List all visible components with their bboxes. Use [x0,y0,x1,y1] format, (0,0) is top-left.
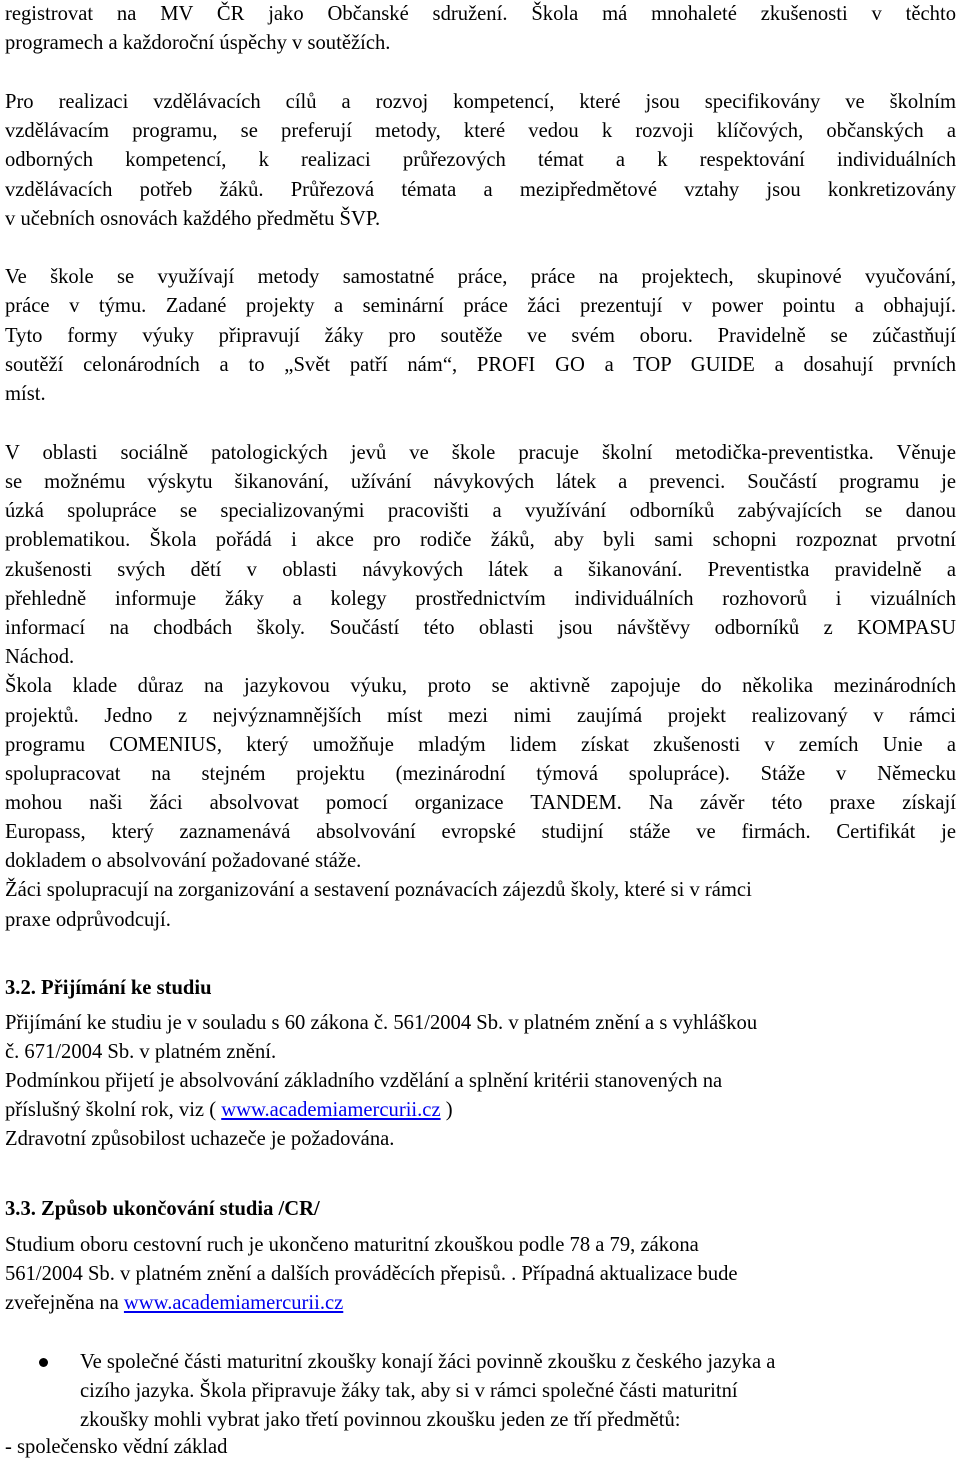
paragraph-line: spolupracovat na stejném projektu (mezinárodní týmová spolupráce). Stáže v Německu [5,763,956,785]
paragraph-line: Žáci spolupracují na zorganizování a sestavení poznávacích zájezdů školy, které si v rámci [5,879,752,901]
list-item-line: cizího jazyka. Škola připravuje žáky tak, aby si v rámci společné části maturitní [80,1380,738,1402]
paragraph-line: programech a každoroční úspěchy v soutěžích. [5,32,391,54]
paragraph-line: míst. [5,383,46,405]
paragraph-line: práce v týmu. Zadané projekty a seminární práce žáci prezentují v power pointu a obhajují. [5,295,956,317]
website-link[interactable]: www.academiamercurii.cz [221,1099,441,1121]
paragraph-line: soutěží celonárodních a to „Svět patří nám“, PROFI GO a TOP GUIDE a dosahují prvních [5,354,956,376]
paragraph-line: odborných kompetencí, k realizaci průřezových témat a k respektování individuálních [5,149,956,171]
paragraph-line: Europass, který zaznamenává absolvování evropské studijní stáže ve firmách. Certifikát je [5,821,956,843]
paragraph-line: projektů. Jedno z nejvýznamnějších míst mezi nimi zaujímá projekt realizovaný v rámci [5,705,956,727]
list-item-line: Ve společné části maturitní zkoušky konají žáci povinně zkoušku z českého jazyka a [80,1351,776,1373]
paragraph-line: informací na chodbách školy. Součástí této oblasti jsou návštěvy odborníků z KOMPASU [5,617,956,639]
paragraph-line: se možnému výskytu šikanování, užívání návykových látek a prevenci. Součástí programu je [5,471,956,493]
website-link[interactable]: www.academiamercurii.cz [123,1292,344,1314]
paragraph-line: problematikou. Škola pořádá i akce pro rodiče žáků, aby byli sami schopni rozpoznat prvotní [5,529,956,551]
paragraph-line: vzdělávacím programu, se preferují metody, které vedou k rozvoji klíčových, občanských a [5,120,956,142]
section-heading: 3.2. Přijímání ke studiu [5,977,212,999]
paragraph-line [5,1096,453,1125]
paragraph-line: Zdravotní způsobilost uchazeče je požadována. [5,1128,395,1150]
paragraph-line: programu COMENIUS, který umožňuje mladým lidem získat zkušenosti v zemích Unie a [5,734,956,756]
paragraph-line: Tyto formy výuky připravují žáky pro soutěže ve svém oboru. Pravidelně se zúčastňují [5,325,956,347]
paragraph-line: Studium oboru cestovní ruch je ukončeno maturitní zkouškou podle 78 a 79, zákona [5,1234,699,1256]
paragraph-line: Podmínkou přijetí je absolvování základního vzdělání a splnění kritérii stanovených na [5,1070,723,1092]
section-heading: 3.3. Způsob ukončování studia /CR/ [5,1198,320,1220]
paragraph-line: 561/2004 Sb. v platném znění a dalších prováděcích přepisů. . Případná aktualizace bude [5,1263,738,1285]
bullet-icon [39,1358,48,1367]
paragraph-line: Pro realizaci vzdělávacích cílů a rozvoj kompetencí, které jsou specifikovány ve školním [5,91,956,113]
text-span: příslušný školní rok, viz ( [5,1099,222,1121]
paragraph-line: Škola klade důraz na jazykovou výuku, proto se aktivně zapojuje do několika mezinárodních [5,675,956,697]
paragraph-line: č. 671/2004 Sb. v platném znění. [5,1041,277,1063]
paragraph-line: vzdělávacích potřeb žáků. Průřezová témata a mezipředmětové vztahy jsou konkretizovány [5,179,956,201]
paragraph-line: Náchod. [5,646,75,668]
list-item-line: zkoušky mohli vybrat jako třetí povinnou zkoušku jeden ze tří předmětů: [80,1409,681,1431]
paragraph-line: V oblasti sociálně patologických jevů ve škole pracuje školní metodička-preventistka. Věnuje [5,442,956,464]
paragraph-line: Přijímání ke studiu je v souladu s 60 zákona č. 561/2004 Sb. v platném znění a s vyhláškou [5,1012,758,1034]
paragraph-line: zkušenosti svých dětí v oblasti návykových látek a šikanování. Preventistka pravidelně a [5,559,956,581]
paragraph-line: dokladem o absolvování požadované stáže. [5,850,362,872]
paragraph-line: úzká spolupráce se specializovanými pracovišti a využívání odborníků zabývajících se danou [5,500,956,522]
paragraph-line [5,1289,343,1318]
paragraph-line: přehledně informuje žáky a kolegy prostřednictvím individuálních rozhovorů i vizuálních [5,588,956,610]
paragraph-line: registrovat na MV ČR jako Občanské sdružení. Škola má mnohaleté zkušenosti v těchto [5,3,956,25]
paragraph-line: v učebních osnovách každého předmětu ŠVP. [5,208,381,230]
list-item-dash: - společensko vědní základ [5,1436,228,1458]
text-span: ) [440,1099,453,1121]
paragraph-line: praxe odprůvodcují. [5,909,171,931]
paragraph-line: Ve škole se využívají metody samostatné práce, práce na projektech, skupinové vyučování, [5,266,956,288]
paragraph-line: mohou naši žáci absolvovat pomocí organizace TANDEM. Na závěr této praxe získají [5,792,956,814]
text-span: zveřejněna na [5,1292,124,1314]
